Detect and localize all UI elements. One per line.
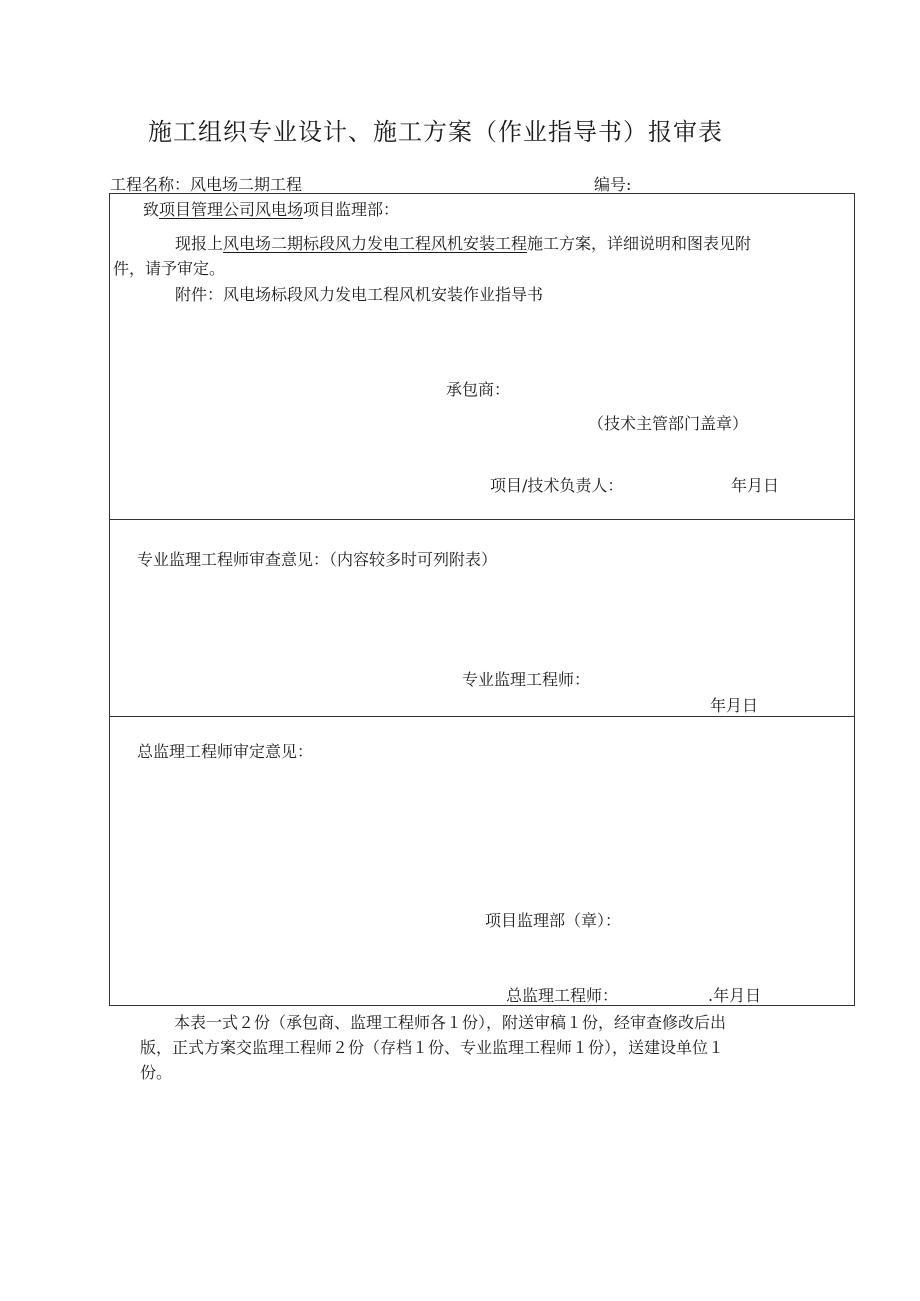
specialist-opinion-label: 专业监理工程师审查意见：（内容较多时可列附表） xyxy=(137,550,498,569)
contractor-date: 年月日 xyxy=(731,476,780,495)
footnote-line-1: 本表一式２份（承包商、监理工程师各１份），附送审稿１份，经审查修改后出 xyxy=(174,1013,727,1032)
footnote-line-2: 版，正式方案交监理工程师２份（存档１份、专业监理工程师１份），送建设单位１ xyxy=(140,1038,725,1057)
addressee-suffix: 项目监理部： xyxy=(303,200,400,219)
footnote xyxy=(140,1010,820,1085)
footnote-line-3: 份。 xyxy=(140,1063,173,1082)
specialist-review-section xyxy=(110,519,854,716)
report-line xyxy=(175,234,751,254)
addressee-line xyxy=(143,200,399,220)
chief-opinion-label: 总监理工程师审定意见： xyxy=(137,742,314,761)
addressee-company: 项目管理公司风电场 xyxy=(159,200,304,219)
chief-engineer-label: 总监理工程师： xyxy=(506,986,619,1005)
approval-form-table xyxy=(109,193,855,1006)
project-name: 工程名称：风电场二期工程 xyxy=(110,175,303,194)
addressee-prefix: 致 xyxy=(143,200,160,219)
stamp-note: （技术主管部门盖章） xyxy=(588,414,749,433)
contractor-label: 承包商： xyxy=(446,380,511,399)
report-prefix: 现报上 xyxy=(175,234,224,253)
responsible-person-label: 项目/技术负责人： xyxy=(490,476,624,495)
form-title: 施工组织专业设计、施工方案（作业指导书）报审表 xyxy=(148,118,723,146)
serial-number-label: 编号: xyxy=(594,175,632,194)
specialist-engineer-label: 专业监理工程师： xyxy=(462,670,591,689)
report-project: 风电场二期标段风力发电工程风机安装工程 xyxy=(223,234,528,253)
report-suffix: 施工方案，详细说明和图表见附 xyxy=(527,234,752,253)
specialist-date: 年月日 xyxy=(710,696,759,715)
contractor-submission-section xyxy=(110,194,854,519)
chief-approval-section xyxy=(110,716,854,1006)
attachment-line: 附件：风电场标段风力发电工程风机安装作业指导书 xyxy=(175,285,544,304)
supervision-dept-label: 项目监理部（章）： xyxy=(485,911,622,930)
chief-date: .年月日 xyxy=(708,986,762,1005)
report-line-2: 件，请予审定。 xyxy=(113,259,226,278)
